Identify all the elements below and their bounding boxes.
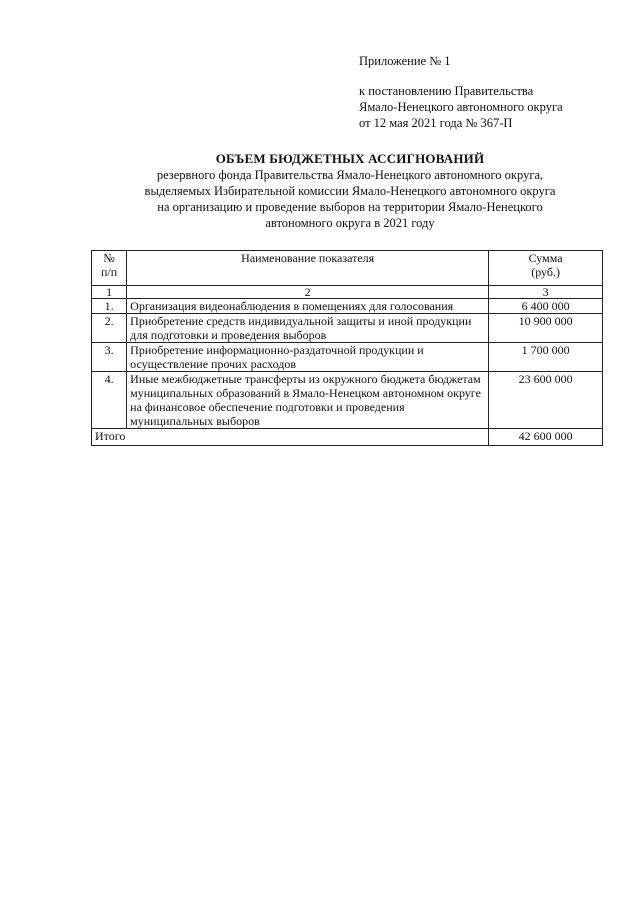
table-header-row bbox=[92, 251, 603, 286]
header-sum-line2: (руб.) bbox=[531, 265, 560, 279]
document-heading bbox=[90, 151, 610, 231]
row-sum: 1 700 000 bbox=[489, 343, 603, 372]
row-num: 2. bbox=[92, 314, 127, 343]
row-name: Организация видеонаблюдения в помещениях для голосования bbox=[127, 299, 489, 314]
header-sum-line1: Сумма bbox=[528, 251, 563, 265]
appendix-decree-line2: Ямало-Ненецкого автономного округа bbox=[359, 100, 563, 114]
table-row bbox=[92, 299, 603, 314]
header-sum bbox=[489, 251, 603, 286]
heading-line2: выделяемых Избирательной комиссии Ямало-Ненецкого автономного округа bbox=[144, 184, 556, 198]
appendix-label: Приложение № 1 bbox=[359, 54, 451, 68]
heading-line3: на организацию и проведение выборов на территории Ямало-Ненецкого bbox=[157, 200, 543, 214]
header-num-line1: № bbox=[103, 251, 115, 265]
document-title: ОБЪЕМ БЮДЖЕТНЫХ АССИГНОВАНИЙ bbox=[215, 151, 485, 166]
column-index-3: 3 bbox=[489, 286, 603, 299]
appendix-decree-line1: к постановлению Правительства bbox=[359, 84, 534, 98]
row-sum: 23 600 000 bbox=[489, 372, 603, 429]
column-index-1: 1 bbox=[92, 286, 127, 299]
column-index-row bbox=[92, 286, 603, 299]
row-num: 4. bbox=[92, 372, 127, 429]
table-total-row bbox=[92, 429, 603, 446]
heading-line1: резервного фонда Правительства Ямало-Ненецкого автономного округа, bbox=[156, 168, 544, 182]
row-name: Иные межбюджетные трансферты из окружного бюджета бюджетам муниципальных образований в Ямало-Ненецком автономном округе на финансовое обеспечение подготовки и проведения муниципальных выборов bbox=[127, 372, 489, 429]
row-num: 3. bbox=[92, 343, 127, 372]
row-sum: 6 400 000 bbox=[489, 299, 603, 314]
column-index-2: 2 bbox=[127, 286, 489, 299]
row-name: Приобретение информационно-раздаточной продукции и осуществление прочих расходов bbox=[127, 343, 489, 372]
budget-table bbox=[91, 250, 603, 446]
row-num: 1. bbox=[92, 299, 127, 314]
row-name: Приобретение средств индивидуальной защиты и иной продукции для подготовки и проведения выборов bbox=[127, 314, 489, 343]
appendix-block bbox=[359, 53, 563, 131]
header-num bbox=[92, 251, 127, 286]
header-name: Наименование показателя bbox=[127, 251, 489, 286]
header-num-line2: п/п bbox=[100, 265, 118, 279]
appendix-decree-line3: от 12 мая 2021 года № 367-П bbox=[359, 116, 513, 130]
table-row bbox=[92, 314, 603, 343]
total-sum: 42 600 000 bbox=[489, 429, 603, 446]
total-label: Итого bbox=[92, 429, 489, 446]
table-row bbox=[92, 372, 603, 429]
table-row bbox=[92, 343, 603, 372]
row-sum: 10 900 000 bbox=[489, 314, 603, 343]
heading-line4: автономного округа в 2021 году bbox=[265, 216, 435, 230]
